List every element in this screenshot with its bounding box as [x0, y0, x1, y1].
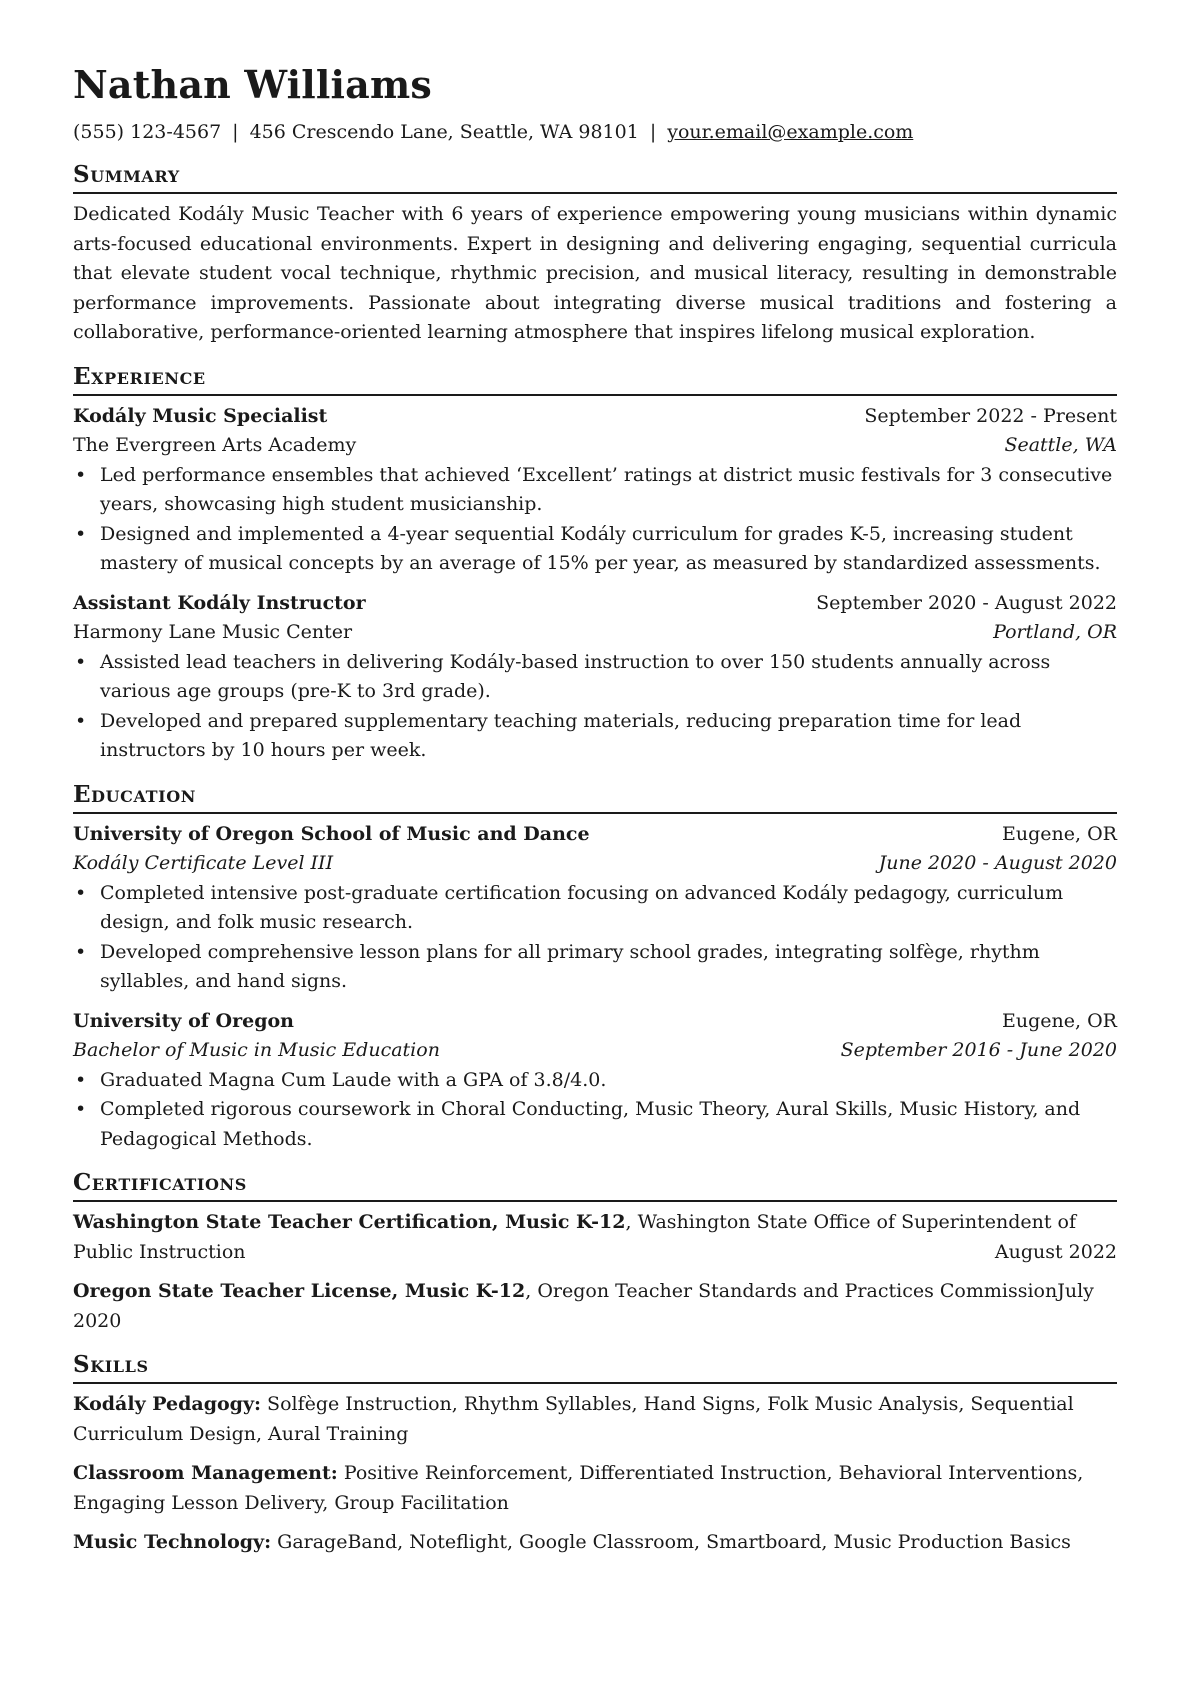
certification-name: Washington State Teacher Certification, Music K-12	[73, 1211, 626, 1233]
skill-values: GarageBand, Noteflight, Google Classroom, Smartboard, Music Production Basics	[277, 1531, 1071, 1553]
bullet-item: • Developed comprehensive lesson plans for all primary school grades, integrating solfège, rhythm syllables, and hand signs.	[100, 938, 1117, 997]
job-dates: September 2022 - Present	[864, 404, 1117, 427]
skill-group	[73, 1390, 1117, 1449]
certification-date: August 2022	[994, 1240, 1117, 1263]
education-entry	[73, 1007, 1117, 1155]
experience-entry	[73, 402, 1117, 579]
certification-issuer: Oregon Teacher Standards and Practices Commission	[537, 1280, 1058, 1302]
bullet-item: • Assisted lead teachers in delivering Kodály-based instruction to over 150 students annually across various age groups (pre-K to 3rd grade).	[100, 648, 1117, 707]
skill-values: Solfège Instruction, Rhythm Syllables, Hand Signs, Folk Music Analysis, Sequential Curriculum Design, Aural Training	[73, 1393, 1074, 1445]
phone-number: (555) 123-4567	[73, 121, 222, 143]
job-location: Portland, OR	[993, 621, 1117, 643]
contact-separator: |	[232, 121, 239, 143]
job-title: Assistant Kodály Instructor	[73, 591, 366, 614]
skill-group	[73, 1528, 1117, 1558]
skill-label: Music Technology:	[73, 1531, 272, 1553]
skill-group	[73, 1459, 1117, 1518]
bullet-item: • Designed and implemented a 4-year sequential Kodály curriculum for grades K-5, increasing student mastery of musical concepts by an average of 15% per year, as measured by standardized assessments.	[100, 520, 1117, 579]
school-name: University of Oregon School of Music and Dance	[73, 822, 590, 845]
education-dates: September 2016 - June 2020	[840, 1039, 1117, 1061]
bullet-list	[73, 879, 1117, 997]
experience-entry	[73, 589, 1117, 766]
section-title-certifications: Certifications	[73, 1168, 1117, 1202]
summary-text: Dedicated Kodály Music Teacher with 6 years of experience empowering young musicians within dynamic arts-focused educational environments. Expert in designing and delivering engaging, sequential curricula that elevate student vocal technique, rhythmic precision, and musical literacy, resulting in demonstrable performance improvements. Passionate about integrating diverse musical traditions and fostering a collaborative, performance-oriented learning atmosphere that inspires lifelong musical exploration.	[73, 203, 1117, 343]
section-title-education: Education	[73, 780, 1117, 814]
bullet-item: • Graduated Magna Cum Laude with a GPA of 3.8/4.0.	[100, 1066, 1117, 1096]
school-name: University of Oregon	[73, 1009, 294, 1032]
candidate-name: Nathan Williams	[73, 62, 432, 107]
certification-item: Washington State Teacher Certification, Music K-12, Washington State Office of Superintendent of Public Instruction August 2022	[73, 1211, 1117, 1263]
skill-label: Classroom Management:	[73, 1462, 338, 1484]
contact-line	[73, 118, 1117, 146]
certification-name: Oregon State Teacher License, Music K-12	[73, 1280, 526, 1302]
certification-item: Oregon State Teacher License, Music K-12, Oregon Teacher Standards and Practices CommissionJuly 2020	[73, 1280, 1094, 1332]
school-location: Eugene, OR	[1002, 822, 1117, 845]
school-location: Eugene, OR	[1002, 1009, 1117, 1032]
email-link[interactable]: your.email@example.com	[667, 121, 914, 143]
employer: Harmony Lane Music Center	[73, 621, 353, 643]
section-title-summary: Summary	[73, 160, 1117, 194]
contact-separator: |	[649, 121, 657, 143]
job-location: Seattle, WA	[1004, 434, 1117, 456]
bullet-item: • Completed rigorous coursework in Choral Conducting, Music Theory, Aural Skills, Music History, and Pedagogical Methods.	[100, 1095, 1117, 1154]
section-title-skills: Skills	[73, 1350, 1117, 1384]
certification-date: July 2020	[73, 1280, 1094, 1332]
education-entry	[73, 820, 1117, 997]
certification-issuer: Washington State Office of Superintendent of Public Instruction	[73, 1211, 1077, 1263]
bullet-item: • Completed intensive post-graduate certification focusing on advanced Kodály pedagogy, curriculum design, and folk music research.	[100, 879, 1117, 938]
skill-values: Positive Reinforcement, Differentiated Instruction, Behavioral Interventions, Engaging Lesson Delivery, Group Facilitation	[73, 1462, 1084, 1514]
bullet-list	[73, 1066, 1117, 1155]
degree: Kodály Certificate Level III	[73, 852, 334, 874]
bullet-item: • Developed and prepared supplementary teaching materials, reducing preparation time for lead instructors by 10 hours per week.	[100, 707, 1117, 766]
bullet-list	[73, 648, 1117, 766]
skill-label: Kodály Pedagogy:	[73, 1393, 261, 1415]
bullet-list	[73, 461, 1117, 579]
bullet-item: • Led performance ensembles that achieved ‘Excellent’ ratings at district music festivals for 3 consecutive years, showcasing high student musicianship.	[100, 461, 1117, 520]
degree: Bachelor of Music in Music Education	[73, 1039, 440, 1061]
address: 456 Crescendo Lane, Seattle, WA 98101	[249, 121, 639, 143]
section-title-experience: Experience	[73, 362, 1117, 396]
employer: The Evergreen Arts Academy	[73, 434, 357, 456]
job-title: Kodály Music Specialist	[73, 404, 328, 427]
education-dates: June 2020 - August 2020	[878, 852, 1117, 874]
job-dates: September 2020 - August 2022	[816, 591, 1117, 614]
